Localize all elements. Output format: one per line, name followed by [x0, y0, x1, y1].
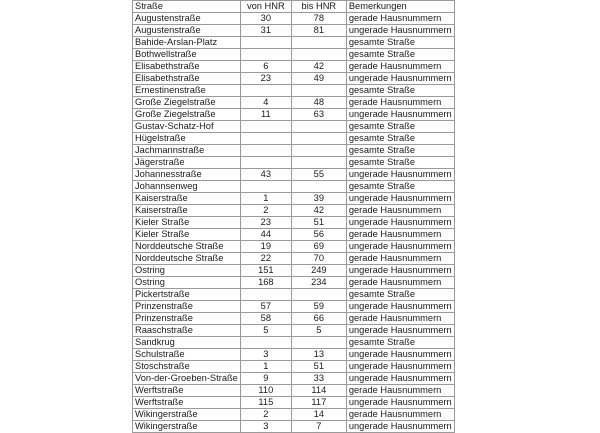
cell-von-hnr[interactable]: 44 [240, 229, 291, 241]
cell-strasse[interactable]: Von-der-Groeben-Straße [133, 373, 241, 385]
cell-bemerkungen[interactable]: ungerade Hausnummern [346, 421, 454, 433]
cell-bemerkungen[interactable]: gesamte Straße [346, 337, 454, 349]
table-row [133, 325, 455, 337]
cell-strasse[interactable]: Prinzenstraße [133, 313, 241, 325]
cell-bemerkungen[interactable]: gerade Hausnummern [346, 253, 454, 265]
table-row [133, 73, 455, 85]
cell-strasse[interactable]: Norddeutsche Straße [133, 241, 241, 253]
cell-strasse[interactable]: Prinzenstraße [133, 301, 241, 313]
table-row [133, 145, 455, 157]
cell-von-hnr[interactable]: 19 [240, 241, 291, 253]
cell-von-hnr[interactable] [240, 49, 291, 61]
cell-strasse[interactable]: Johannsenweg [133, 181, 241, 193]
cell-bemerkungen[interactable]: gesamte Straße [346, 157, 454, 169]
cell-bemerkungen[interactable]: gesamte Straße [346, 37, 454, 49]
cell-strasse[interactable]: Werftstraße [133, 397, 241, 409]
cell-strasse[interactable]: Große Ziegelstraße [133, 97, 241, 109]
cell-bis-hnr[interactable]: 81 [291, 25, 346, 37]
cell-bemerkungen[interactable]: gerade Hausnummern [346, 229, 454, 241]
header-bis-hnr[interactable]: bis HNR [291, 1, 346, 13]
cell-von-hnr[interactable] [240, 85, 291, 97]
cell-bemerkungen[interactable]: gesamte Straße [346, 181, 454, 193]
cell-von-hnr[interactable] [240, 145, 291, 157]
table-row [133, 397, 455, 409]
table-row [133, 37, 455, 49]
table-row [133, 85, 455, 97]
cell-von-hnr[interactable]: 2 [240, 205, 291, 217]
table-row [133, 217, 455, 229]
cell-bis-hnr[interactable]: 48 [291, 97, 346, 109]
cell-von-hnr[interactable]: 3 [240, 349, 291, 361]
cell-von-hnr[interactable]: 2 [240, 409, 291, 421]
cell-von-hnr[interactable]: 22 [240, 253, 291, 265]
cell-bis-hnr[interactable]: 63 [291, 109, 346, 121]
cell-bis-hnr[interactable]: 5 [291, 325, 346, 337]
cell-bemerkungen[interactable]: ungerade Hausnummern [346, 265, 454, 277]
cell-von-hnr[interactable]: 58 [240, 313, 291, 325]
cell-strasse[interactable]: Bahide-Arslan-Platz [133, 37, 241, 49]
cell-strasse[interactable]: Augustenstraße [133, 25, 241, 37]
cell-bis-hnr[interactable]: 13 [291, 349, 346, 361]
cell-bis-hnr[interactable]: 59 [291, 301, 346, 313]
table-row [133, 349, 455, 361]
table-row [133, 109, 455, 121]
cell-bis-hnr[interactable]: 14 [291, 409, 346, 421]
table-row [133, 97, 455, 109]
cell-strasse[interactable]: Pickertstraße [133, 289, 241, 301]
cell-bemerkungen[interactable]: ungerade Hausnummern [346, 325, 454, 337]
table-row [133, 205, 455, 217]
cell-von-hnr[interactable]: 110 [240, 385, 291, 397]
cell-von-hnr[interactable]: 1 [240, 193, 291, 205]
cell-bis-hnr[interactable] [291, 37, 346, 49]
table-row [133, 361, 455, 373]
cell-strasse[interactable]: Wikingerstraße [133, 409, 241, 421]
cell-von-hnr[interactable]: 5 [240, 325, 291, 337]
cell-von-hnr[interactable]: 31 [240, 25, 291, 37]
table-row [133, 277, 455, 289]
cell-strasse[interactable]: Kaiserstraße [133, 205, 241, 217]
cell-strasse[interactable]: Schulstraße [133, 349, 241, 361]
table-row [133, 13, 455, 25]
cell-strasse[interactable]: Werftstraße [133, 385, 241, 397]
cell-strasse[interactable]: Sandkrug [133, 337, 241, 349]
cell-bis-hnr[interactable]: 66 [291, 313, 346, 325]
table-row [133, 385, 455, 397]
cell-bemerkungen[interactable]: gerade Hausnummern [346, 97, 454, 109]
cell-bemerkungen[interactable]: ungerade Hausnummern [346, 217, 454, 229]
cell-bemerkungen[interactable]: ungerade Hausnummern [346, 109, 454, 121]
cell-bemerkungen[interactable]: gerade Hausnummern [346, 61, 454, 73]
cell-bis-hnr[interactable]: 55 [291, 169, 346, 181]
cell-von-hnr[interactable]: 57 [240, 301, 291, 313]
cell-bemerkungen[interactable]: ungerade Hausnummern [346, 169, 454, 181]
table-row [133, 421, 455, 433]
cell-bemerkungen[interactable]: gerade Hausnummern [346, 409, 454, 421]
cell-strasse[interactable]: Jachmannstraße [133, 145, 241, 157]
cell-bis-hnr[interactable]: 49 [291, 73, 346, 85]
cell-bis-hnr[interactable] [291, 289, 346, 301]
table-row [133, 121, 455, 133]
cell-von-hnr[interactable] [240, 37, 291, 49]
cell-strasse[interactable]: Wikingerstraße [133, 421, 241, 433]
cell-strasse[interactable]: Große Ziegelstraße [133, 109, 241, 121]
table-row [133, 373, 455, 385]
cell-von-hnr[interactable]: 151 [240, 265, 291, 277]
cell-strasse[interactable]: Hügelstraße [133, 133, 241, 145]
cell-bis-hnr[interactable]: 234 [291, 277, 346, 289]
cell-strasse[interactable]: Kieler Straße [133, 217, 241, 229]
table-row [133, 289, 455, 301]
cell-strasse[interactable]: Elisabethstraße [133, 73, 241, 85]
cell-bis-hnr[interactable] [291, 337, 346, 349]
cell-von-hnr[interactable] [240, 157, 291, 169]
cell-strasse[interactable]: Elisabethstraße [133, 61, 241, 73]
cell-bemerkungen[interactable]: ungerade Hausnummern [346, 373, 454, 385]
table-row [133, 409, 455, 421]
cell-strasse[interactable]: Augustenstraße [133, 13, 241, 25]
cell-bemerkungen[interactable]: ungerade Hausnummern [346, 25, 454, 37]
cell-bis-hnr[interactable]: 42 [291, 205, 346, 217]
cell-von-hnr[interactable]: 23 [240, 217, 291, 229]
cell-bis-hnr[interactable] [291, 181, 346, 193]
cell-von-hnr[interactable]: 9 [240, 373, 291, 385]
header-strasse[interactable]: Straße [133, 1, 241, 13]
cell-bemerkungen[interactable]: gerade Hausnummern [346, 277, 454, 289]
cell-strasse[interactable]: Johannesstraße [133, 169, 241, 181]
cell-bemerkungen[interactable]: gerade Hausnummern [346, 313, 454, 325]
cell-bis-hnr[interactable]: 117 [291, 397, 346, 409]
cell-bemerkungen[interactable]: ungerade Hausnummern [346, 301, 454, 313]
cell-von-hnr[interactable]: 4 [240, 97, 291, 109]
cell-bis-hnr[interactable]: 69 [291, 241, 346, 253]
cell-bemerkungen[interactable]: ungerade Hausnummern [346, 241, 454, 253]
cell-strasse[interactable]: Bothwellstraße [133, 49, 241, 61]
cell-strasse[interactable]: Ernestinenstraße [133, 85, 241, 97]
cell-von-hnr[interactable] [240, 289, 291, 301]
cell-bis-hnr[interactable]: 70 [291, 253, 346, 265]
cell-von-hnr[interactable]: 43 [240, 169, 291, 181]
cell-bemerkungen[interactable]: gesamte Straße [346, 289, 454, 301]
table-row [133, 193, 455, 205]
cell-strasse[interactable]: Stoschstraße [133, 361, 241, 373]
cell-bis-hnr[interactable] [291, 145, 346, 157]
cell-strasse[interactable]: Jägerstraße [133, 157, 241, 169]
cell-von-hnr[interactable]: 168 [240, 277, 291, 289]
cell-von-hnr[interactable] [240, 133, 291, 145]
cell-von-hnr[interactable]: 3 [240, 421, 291, 433]
cell-strasse[interactable]: Kaiserstraße [133, 193, 241, 205]
cell-bemerkungen[interactable]: ungerade Hausnummern [346, 397, 454, 409]
table-row [133, 313, 455, 325]
cell-von-hnr[interactable]: 115 [240, 397, 291, 409]
table-row [133, 157, 455, 169]
cell-bemerkungen[interactable]: gerade Hausnummern [346, 385, 454, 397]
cell-bis-hnr[interactable]: 249 [291, 265, 346, 277]
header-row [133, 1, 455, 13]
table-row [133, 301, 455, 313]
cell-bemerkungen[interactable]: gesamte Straße [346, 145, 454, 157]
table-row [133, 181, 455, 193]
cell-bis-hnr[interactable]: 78 [291, 13, 346, 25]
cell-von-hnr[interactable]: 11 [240, 109, 291, 121]
cell-bis-hnr[interactable]: 51 [291, 217, 346, 229]
street-table [132, 0, 455, 433]
cell-von-hnr[interactable]: 1 [240, 361, 291, 373]
table-row [133, 169, 455, 181]
cell-bemerkungen[interactable]: ungerade Hausnummern [346, 349, 454, 361]
cell-strasse[interactable]: Kieler Straße [133, 229, 241, 241]
cell-strasse[interactable]: Ostring [133, 265, 241, 277]
cell-von-hnr[interactable]: 30 [240, 13, 291, 25]
cell-bemerkungen[interactable]: gesamte Straße [346, 121, 454, 133]
cell-bemerkungen[interactable]: gesamte Straße [346, 133, 454, 145]
cell-bemerkungen[interactable]: gerade Hausnummern [346, 205, 454, 217]
header-bemerkungen[interactable]: Bemerkungen [346, 1, 454, 13]
cell-bis-hnr[interactable]: 39 [291, 193, 346, 205]
cell-bis-hnr[interactable] [291, 121, 346, 133]
cell-bemerkungen[interactable]: ungerade Hausnummern [346, 361, 454, 373]
table-row [133, 133, 455, 145]
cell-bis-hnr[interactable]: 42 [291, 61, 346, 73]
table-row [133, 241, 455, 253]
cell-bis-hnr[interactable] [291, 157, 346, 169]
cell-bis-hnr[interactable]: 114 [291, 385, 346, 397]
cell-strasse[interactable]: Ostring [133, 277, 241, 289]
table-row [133, 49, 455, 61]
cell-von-hnr[interactable]: 6 [240, 61, 291, 73]
table-row [133, 61, 455, 73]
cell-bis-hnr[interactable] [291, 133, 346, 145]
cell-strasse[interactable]: Raaschstraße [133, 325, 241, 337]
cell-von-hnr[interactable] [240, 181, 291, 193]
cell-bis-hnr[interactable] [291, 85, 346, 97]
cell-bis-hnr[interactable]: 56 [291, 229, 346, 241]
cell-bis-hnr[interactable]: 33 [291, 373, 346, 385]
cell-strasse[interactable]: Gustav-Schatz-Hof [133, 121, 241, 133]
cell-bis-hnr[interactable]: 51 [291, 361, 346, 373]
cell-von-hnr[interactable]: 23 [240, 73, 291, 85]
cell-bis-hnr[interactable]: 7 [291, 421, 346, 433]
cell-bis-hnr[interactable] [291, 49, 346, 61]
header-von-hnr[interactable]: von HNR [240, 1, 291, 13]
cell-bemerkungen[interactable]: gesamte Straße [346, 85, 454, 97]
cell-strasse[interactable]: Norddeutsche Straße [133, 253, 241, 265]
table-row [133, 337, 455, 349]
cell-bemerkungen[interactable]: gerade Hausnummern [346, 13, 454, 25]
table-row [133, 265, 455, 277]
table-row [133, 253, 455, 265]
table-row [133, 25, 455, 37]
cell-bemerkungen[interactable]: gesamte Straße [346, 49, 454, 61]
cell-von-hnr[interactable] [240, 121, 291, 133]
cell-von-hnr[interactable] [240, 337, 291, 349]
cell-bemerkungen[interactable]: ungerade Hausnummern [346, 193, 454, 205]
cell-bemerkungen[interactable]: ungerade Hausnummern [346, 73, 454, 85]
table-row [133, 229, 455, 241]
